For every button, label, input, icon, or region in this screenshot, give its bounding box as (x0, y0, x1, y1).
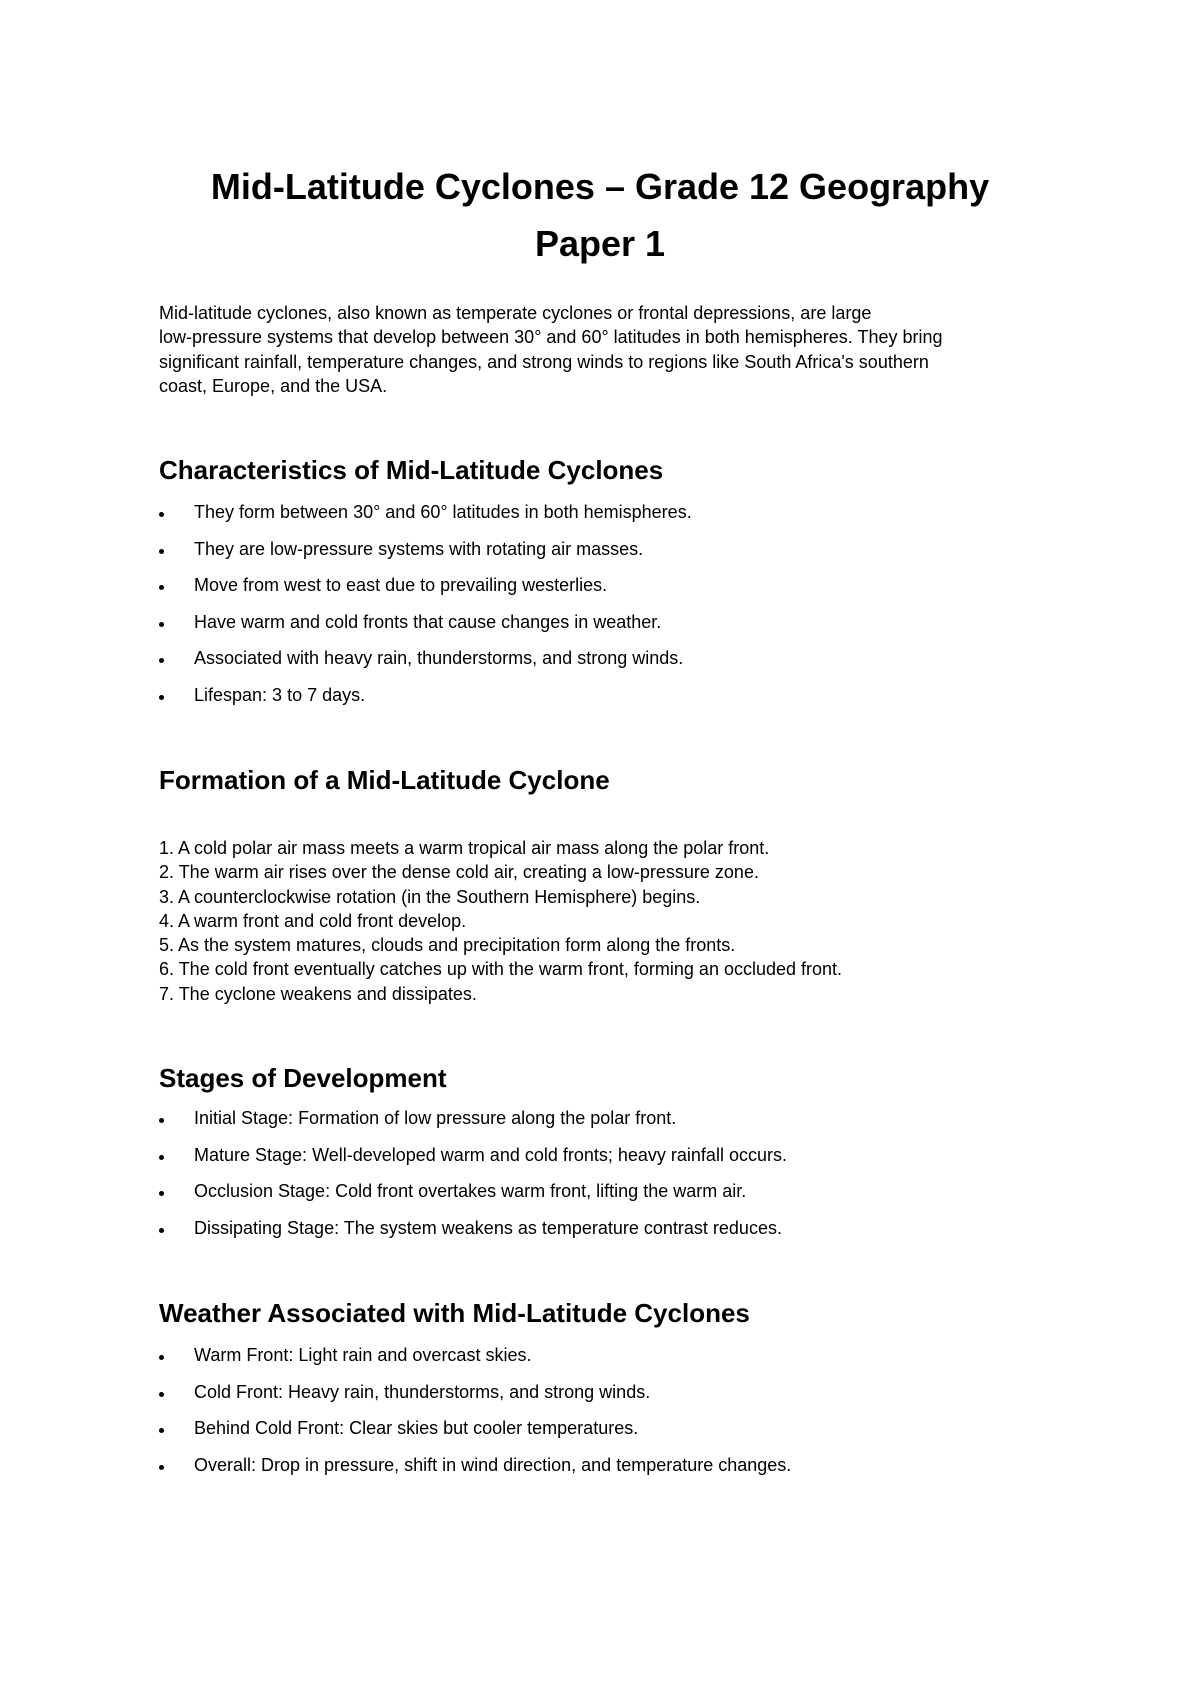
list-item: Warm Front: Light rain and overcast skies. (159, 1343, 1119, 1380)
step-item: 4. A warm front and cold front develop. (159, 910, 467, 931)
formation-heading: Formation of a Mid-Latitude Cyclone (159, 765, 610, 795)
list-item: They are low-pressure systems with rotating air masses. (159, 537, 1119, 574)
stages-list (159, 1106, 1119, 1252)
intro-line: Mid-latitude cyclones, also known as temperate cyclones or frontal depressions, are large (159, 303, 872, 323)
step-item: 7. The cyclone weakens and dissipates. (159, 983, 477, 1004)
list-item: Associated with heavy rain, thunderstorms, and strong winds. (159, 646, 1119, 683)
intro-line: coast, Europe, and the USA. (159, 375, 388, 396)
list-item: Mature Stage: Well-developed warm and cold fronts; heavy rainfall occurs. (159, 1143, 1119, 1180)
title-line-1: Mid-Latitude Cyclones – Grade 12 Geography (210, 166, 990, 207)
intro-line: significant rainfall, temperature changes, and strong winds to regions like South Africa's southern (159, 351, 929, 372)
list-item: Have warm and cold fronts that cause changes in weather. (159, 610, 1119, 647)
intro-line: low-pressure systems that develop between 30° and 60° latitudes in both hemispheres. They bring (159, 327, 943, 348)
stages-heading: Stages of Development (159, 1063, 447, 1093)
list-item: Dissipating Stage: The system weakens as temperature contrast reduces. (159, 1216, 1119, 1253)
characteristics-heading: Characteristics of Mid-Latitude Cyclones (159, 455, 664, 485)
step-item: 1. A cold polar air mass meets a warm tropical air mass along the polar front. (159, 838, 770, 858)
step-item: 3. A counterclockwise rotation (in the Southern Hemisphere) begins. (159, 886, 701, 907)
list-item: Initial Stage: Formation of low pressure along the polar front. (159, 1106, 1119, 1143)
list-item: Overall: Drop in pressure, shift in wind direction, and temperature changes. (159, 1453, 1119, 1490)
step-item: 6. The cold front eventually catches up with the warm front, forming an occluded front. (159, 959, 843, 980)
list-item: Cold Front: Heavy rain, thunderstorms, and strong winds. (159, 1380, 1119, 1417)
weather-heading: Weather Associated with Mid-Latitude Cyclones (159, 1298, 750, 1328)
characteristics-list (159, 500, 1119, 719)
weather-list (159, 1343, 1119, 1489)
list-item: Behind Cold Front: Clear skies but cooler temperatures. (159, 1416, 1119, 1453)
step-item: 5. As the system matures, clouds and precipitation form along the fronts. (159, 935, 736, 956)
list-item: Lifespan: 3 to 7 days. (159, 683, 1119, 720)
list-item: They form between 30° and 60° latitudes in both hemispheres. (159, 500, 1119, 537)
list-item: Occlusion Stage: Cold front overtakes warm front, lifting the warm air. (159, 1179, 1119, 1216)
step-item: 2. The warm air rises over the dense cold air, creating a low-pressure zone. (159, 862, 759, 883)
document-title (150, 158, 1050, 272)
list-item: Move from west to east due to prevailing westerlies. (159, 573, 1119, 610)
intro-paragraph (159, 301, 1059, 398)
title-line-2: Paper 1 (534, 223, 666, 264)
formation-steps (159, 836, 1119, 1006)
